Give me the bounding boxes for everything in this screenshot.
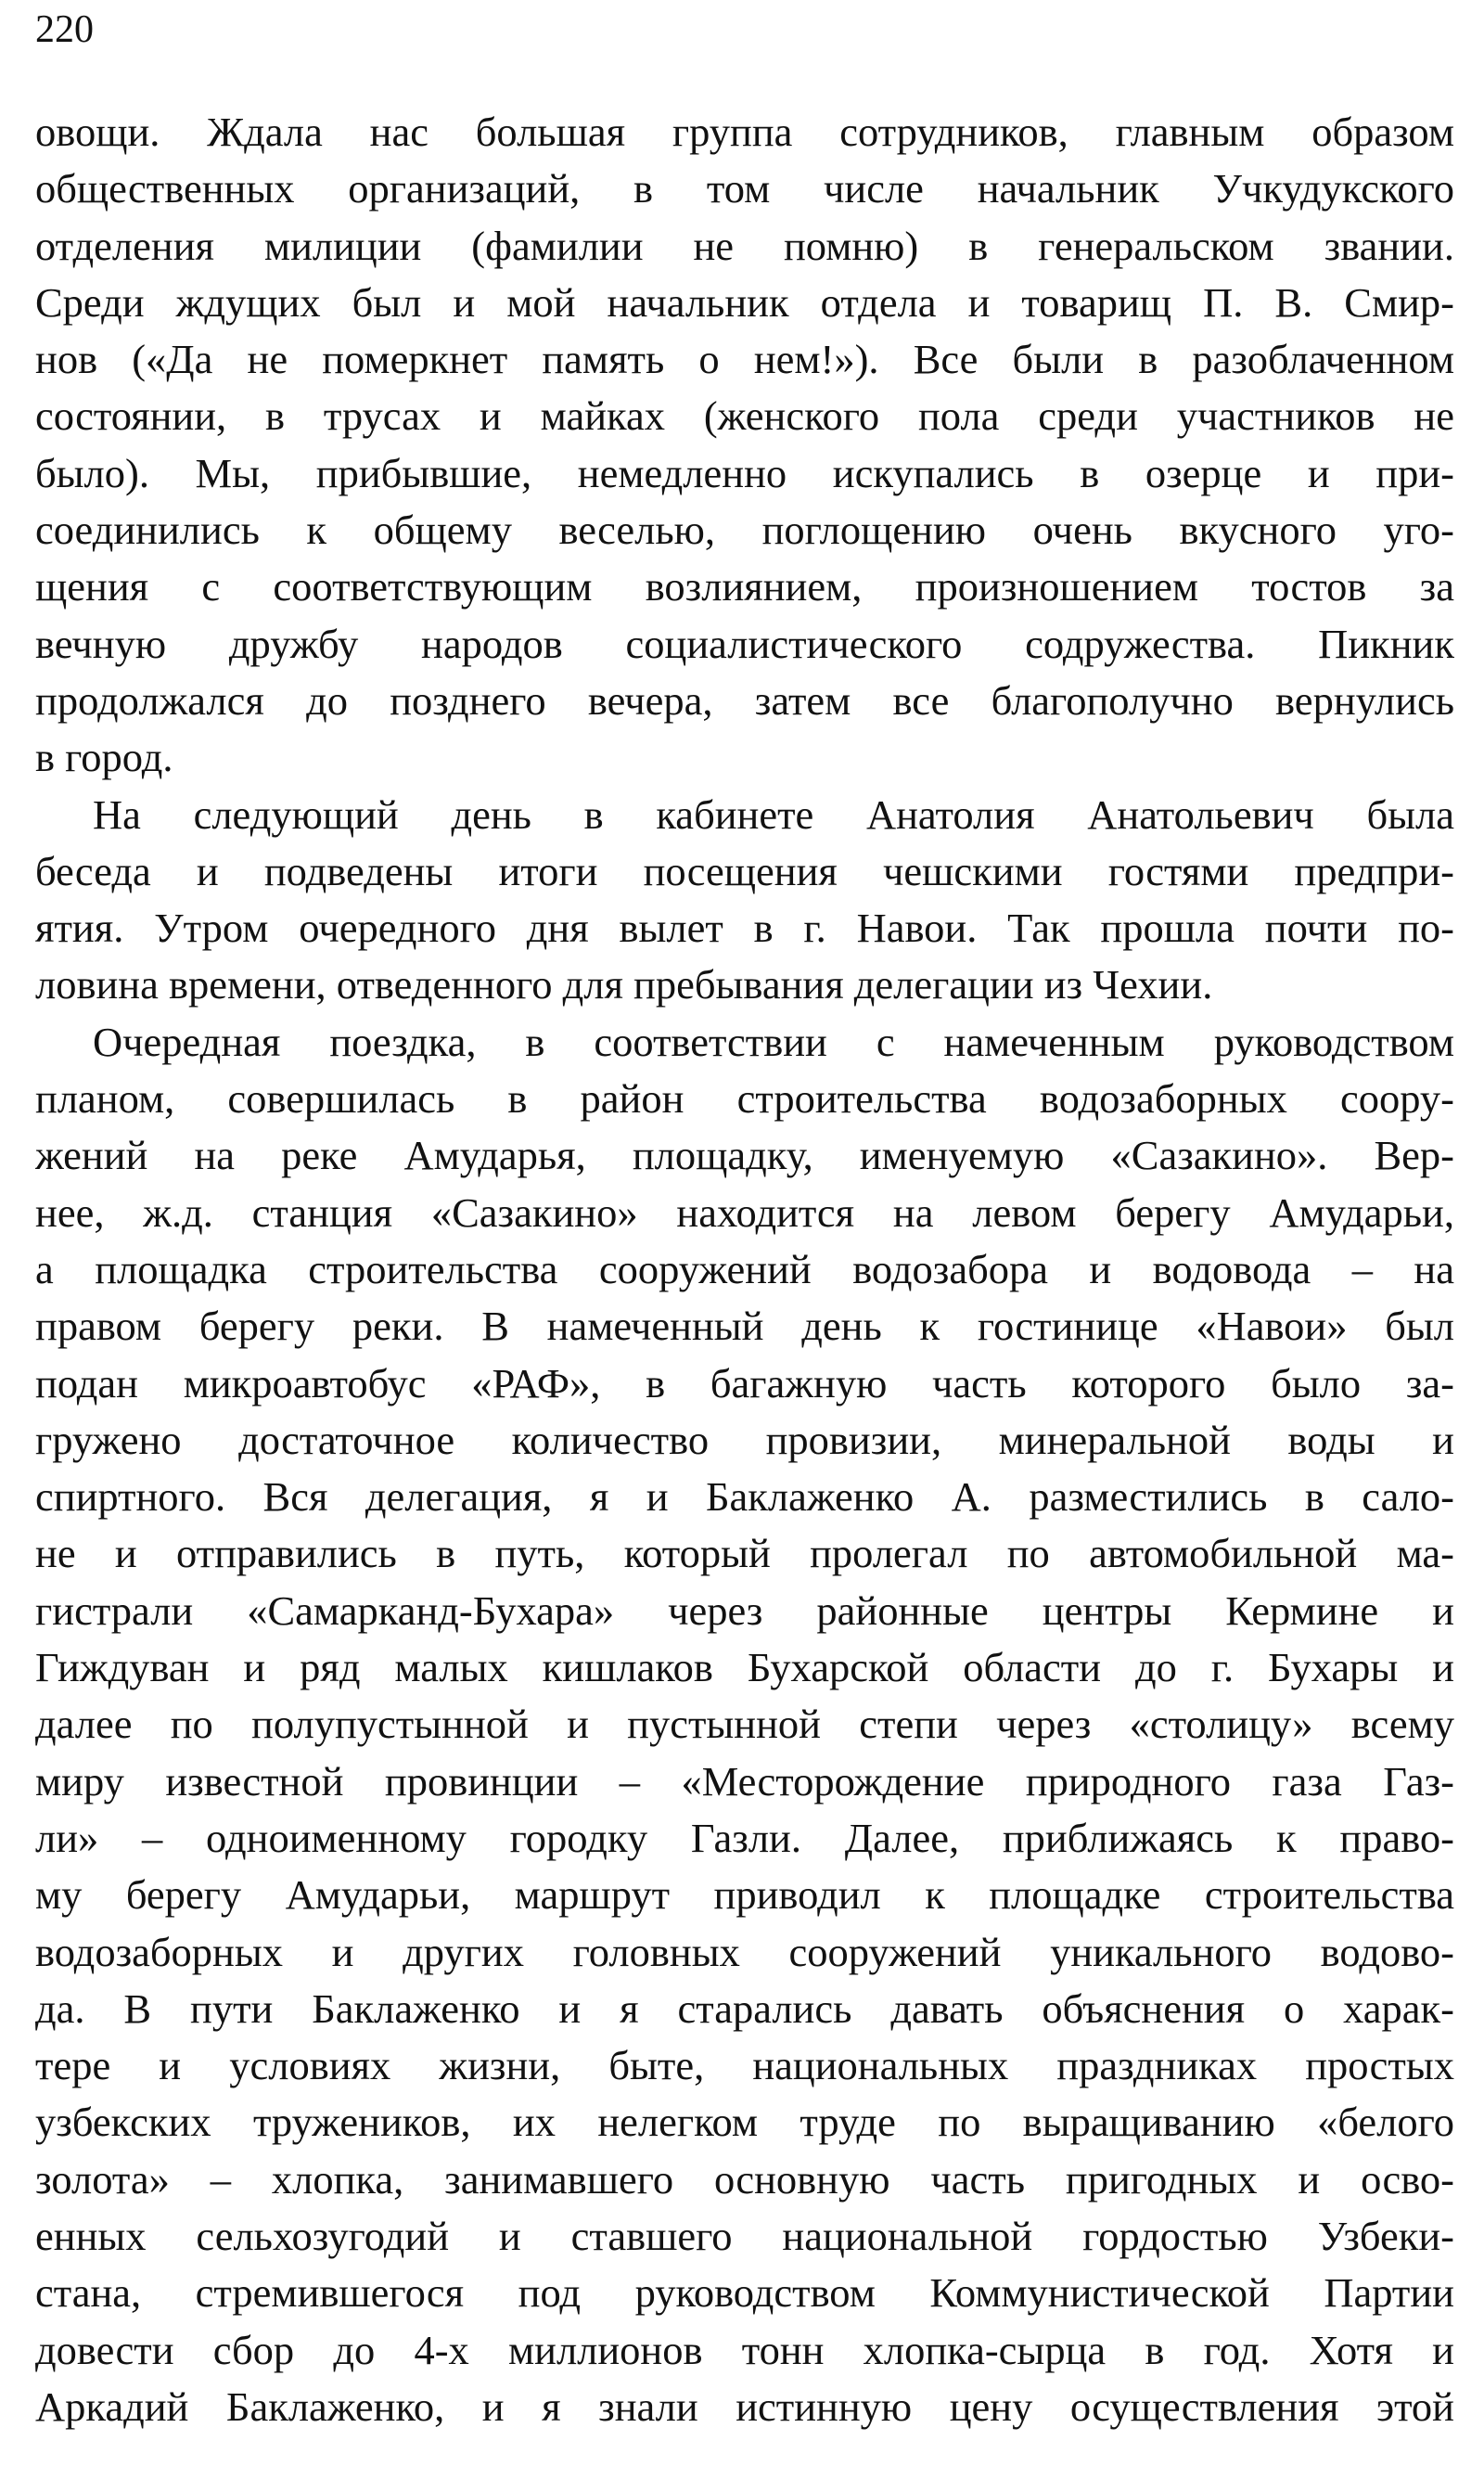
text-line: да. В пути Баклаженко и я старались давать объяснения о харак- (35, 1984, 1454, 2032)
text-line: соединились к общему веселью, поглощению очень вкусного уго- (35, 507, 1454, 554)
text-line: продолжался до позднего вечера, затем все благополучно вернулись (35, 676, 1454, 724)
text-line: а площадка строительства сооружений водозабора и водовода – на (35, 1245, 1454, 1292)
text-line: не и отправились в путь, который пролегал по автомобильной ма- (35, 1530, 1454, 1577)
text-line: миру известной провинции – «Месторождение природного газа Газ- (35, 1757, 1454, 1805)
text-line: спиртного. Вся делегация, я и Баклаженко А. разместились в сало- (35, 1473, 1454, 1521)
text-line: На следующий день в кабинете Анатолия Анатольевич была (93, 790, 1454, 838)
text-line: Гиждуван и ряд малых кишлаков Бухарской области до г. Бухары и (35, 1644, 1454, 1691)
text-line: далее по полупустынной и пустынной степи через «столицу» всему (35, 1701, 1454, 1748)
text-line: ятия. Утром очередного дня вылет в г. Навои. Так прошла почти по- (35, 905, 1454, 952)
page-number: 220 (35, 8, 94, 51)
text-line: планом, совершилась в район строительства водозаборных соору- (35, 1075, 1454, 1123)
text-line: овощи. Ждала нас большая группа сотрудников, главным образом (35, 109, 1454, 155)
text-line: енных сельхозугодий и ставшего национальной гордостью Узбеки- (35, 2212, 1454, 2259)
text-line: нее, ж.д. станция «Сазакино» находится на левом берегу Амударьи, (35, 1188, 1454, 1236)
text-line: Очередная поездка, в соответствии с намеченным руководством (93, 1018, 1454, 1065)
body-text (35, 104, 1454, 2435)
text-line: вечную дружбу народов социалистического содружества. Пикник (35, 620, 1454, 667)
text-line: в город. (35, 734, 173, 781)
text-line: узбекских тружеников, их нелегком труде по выращиванию «белого (35, 2099, 1454, 2146)
text-line: ловина времени, отведенного для пребывания делегации из Чехии. (35, 961, 1213, 1008)
text-line: ли» – одноименному городку Газли. Далее, приближаясь к право- (35, 1814, 1454, 1861)
text-line: довести сбор до 4-х миллионов тонн хлопка-сырца в год. Хотя и (35, 2326, 1454, 2373)
text-line: жений на реке Амударья, площадку, именуемую «Сазакино». Вер- (35, 1132, 1454, 1179)
text-line: подан микроавтобус «РАФ», в багажную часть которого было за- (35, 1359, 1454, 1406)
text-line: общественных организаций, в том числе начальник Учкудукского (35, 165, 1454, 212)
text-line: му берегу Амударьи, маршрут приводил к площадке строительства (35, 1871, 1454, 1919)
text-line: правом берегу реки. В намеченный день к гостинице «Навои» был (35, 1303, 1454, 1350)
text-line: беседа и подведены итоги посещения чешскими гостями предпри- (35, 847, 1454, 894)
text-line: щения с соответствующим возлиянием, произношением тостов за (35, 563, 1454, 610)
text-line: гистрали «Самарканд-Бухара» через районные центры Кермине и (35, 1586, 1454, 1634)
text-line: состоянии, в трусах и майках (женского пола среди участников не (35, 392, 1454, 440)
text-line: было). Мы, прибывшие, немедленно искупались в озерце и при- (35, 449, 1454, 496)
text-line: Среди ждущих был и мой начальник отдела и товарищ П. В. Смир- (35, 278, 1454, 326)
text-line: отделения милиции (фамилии не помню) в генеральском звании. (35, 222, 1454, 269)
text-line: золота» – хлопка, занимавшего основную часть пригодных и осво- (35, 2155, 1454, 2203)
text-line: водозаборных и других головных сооружений уникального водово- (35, 1928, 1454, 1975)
text-line: нов («Да не померкнет память о нем!»). Все были в разоблаченном (35, 336, 1454, 383)
text-line: Аркадий Баклаженко, и я знали истинную цену осуществления этой (35, 2383, 1454, 2430)
text-line: стана, стремившегося под руководством Коммунистической Партии (35, 2269, 1454, 2317)
text-line: тере и условиях жизни, быте, национальных праздниках простых (35, 2042, 1454, 2089)
text-line: гружено достаточное количество провизии, минеральной воды и (35, 1416, 1454, 1463)
